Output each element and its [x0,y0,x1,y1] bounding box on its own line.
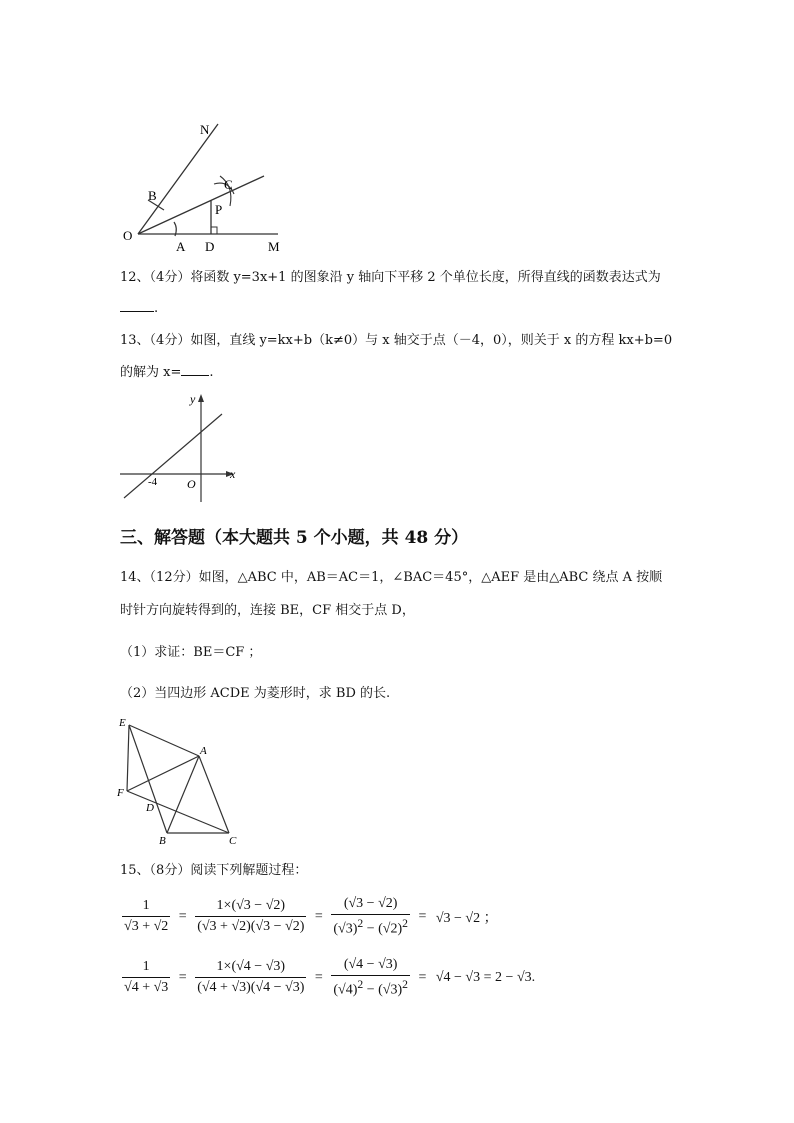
right-angle-mark [211,227,217,234]
segment-cf [127,791,229,833]
eq1-mid-rad-a: 3 [243,898,251,914]
eq2-lhs-num: 1 [142,959,150,975]
eq1-res-a: 3 [443,910,451,926]
eq2-third-num: (√4 − √3) [343,957,398,972]
ray-on [138,124,218,234]
question-12-end: . [154,301,159,316]
segment-ac [199,756,229,833]
label-y: y [190,392,196,406]
eq2-third-fraction [331,957,410,999]
eq2-lhs-rad-b: 3 [161,980,169,996]
label-b: B [148,188,157,203]
question-12-text: 12、（4分）将函数 y=3x+1 的图象沿 y 轴向下平移 2 个单位长度，所得直线的函数表达式为 [120,270,661,285]
eq2-final-rad: 3 [524,969,532,985]
function-line [124,414,222,498]
eq2-lhs-rad-a: 4 [131,980,139,996]
question-14-part1-text: （1）求证：BE＝CF ； [120,645,262,660]
eq1-third-den-a: 3 [345,921,353,937]
eq2-mid-rad-b: 3 [273,959,281,975]
eq1-third-den-b: 2 [390,921,398,937]
question-14-part1 [120,643,261,663]
eq2-den-rad-b2: 3 [292,980,300,996]
eq1-mid-rad-b: 2 [273,898,281,914]
figure-angle-bisector [118,118,298,258]
section-3-title [120,523,468,548]
eq2-tail: . [531,969,536,985]
eq1-third-num: (√3 − √2) [343,896,398,911]
equation-line-1: $\frac{1}{√3 + √2}$ = $\frac{1\times(√3 - √2)}{(√3 + √2)(√3 - √2)}$ = $\frac{(√3 - √2)}{(√3)^2 - (√2)^2}$ = √3 − √2 ； [124,896,498,937]
segment-fa [127,756,199,791]
question-13-text: 13、（4分）如图，直线 y=kx+b（k≠0）与 x 轴交于点（－4，0），则关于 x 的方程 kx+b=0 [120,333,673,348]
eq1-mid-prefix: 1×( [216,898,237,914]
segment-ea [129,725,199,756]
eq2-third-rad-b: 3 [385,957,393,972]
label-p: P [215,202,223,217]
eq1-third-den: $(√3)^2 - (√2)^2$ [331,914,410,938]
eq2-mid-rad-a: 4 [243,959,251,975]
label-c: C [224,177,233,192]
eq2-mid-prefix: 1×( [216,959,237,975]
question-15-intro [120,861,307,881]
eq2-den-rad-a2: 4 [263,980,271,996]
label-d: D [205,239,215,254]
segment-ef [127,725,129,791]
eq1-lhs-num: 1 [142,898,150,914]
label-origin: O [187,477,196,491]
eq2-result: √4 − √3 = 2 − √3. [435,969,536,985]
eq2-third-den-a: 4 [345,982,353,998]
equation-line-2: $\frac{1}{√4 + √3}$ = $\frac{1\times(√4 - √3)}{(√4 + √3)(√4 - √3)}$ = $\frac{(√4 - √3)}{(√4)^2 - (√3)^2}$ = √4 − √3 = 2 − √3. [124,957,536,998]
label-e: E [119,717,126,729]
eq1-den-rad-b2: 2 [292,919,300,935]
eq1-lhs-den: √3 + √2 [122,916,170,935]
figure-rotated-triangles [112,712,242,850]
question-14-text-2: 时针方向旋转得到的，连接 BE，CF 相交于点 D， [120,603,415,618]
eq2-res-b: 3 [473,969,481,985]
answer-blank-12[interactable] [120,299,154,312]
eq1-mid-den: (√3 + √2)(√3 − √2) [195,916,306,935]
eq2-final: 2 − [495,969,514,985]
eq1-den-rad-b1: 2 [239,919,247,935]
label-a: A [200,745,207,757]
question-14-part2-text: （2）当四边形 ACDE 为菱形时，求 BD 的长. [120,686,391,701]
eq1-tail: ； [483,910,498,926]
question-13-prefix: 的解为 x= [120,365,182,380]
figure-angle-bisector-svg [118,118,298,258]
question-13-line1 [120,331,672,351]
eq2-lhs-fraction [122,959,170,996]
question-14-part2 [120,684,390,704]
eq2-den-rad-b1: 3 [239,980,247,996]
label-a: A [176,239,186,254]
segment-ab [167,756,199,833]
figure-rotated-triangles-svg [112,712,242,850]
eq2-mid-num: 1×(√4 − √3) [216,959,286,975]
eq1-mid-num: 1×(√3 − √2) [216,898,286,914]
label-c: C [229,835,237,847]
section-3-title-text: 三、解答题（本大题共 5 个小题，共 48 分） [120,528,469,548]
eq1-mid-fraction [195,898,306,935]
eq1-third-rad-a: 3 [356,896,364,911]
eq2-den-rad-a1: 4 [209,980,217,996]
question-14-line1 [120,568,662,588]
eq1-third-fraction [331,896,410,938]
segment-be [129,725,167,833]
eq2-third-den: $(√4)^2 - (√3)^2$ [331,975,410,999]
y-axis-arrow [198,394,204,402]
eq2-third-rad-a: 4 [356,957,364,972]
label-d: D [146,802,154,814]
label-m: M [268,239,280,254]
figure-linear-graph [118,390,248,508]
question-13-end: . [209,365,214,380]
eq1-lhs-fraction [122,898,170,935]
label-n: N [200,122,210,137]
eq2-mid-fraction [195,959,306,996]
question-13-line2 [120,363,214,383]
label-o: O [123,228,133,243]
label-b: B [159,835,166,847]
eq1-den-rad-a1: 3 [209,919,217,935]
eq1-den-rad-a2: 3 [263,919,271,935]
label-minus-4: -4 [148,476,158,488]
label-f: F [117,787,124,799]
eq1-res-b: 2 [473,910,481,926]
question-12-line2 [120,299,158,319]
eq2-mid-den: (√4 + √3)(√4 − √3) [195,977,306,996]
question-14-text-1: 14、（12分）如图，△ABC 中，AB＝AC＝1，∠BAC＝45°，△AEF 是由△ABC 绕点 A 按顺 [120,570,663,585]
label-x: x [230,467,236,481]
eq2-third-den-b: 3 [390,982,398,998]
eq1-lhs-rad-b: 2 [161,919,169,935]
eq1-third-rad-b: 2 [385,896,393,911]
eq2-res-a: 4 [443,969,451,985]
question-14-line2 [120,601,415,621]
question-15-intro-text: 15、（8分）阅读下列解题过程： [120,863,308,878]
question-12-line1 [120,268,661,288]
answer-blank-13[interactable] [181,363,209,376]
eq2-lhs-den: √4 + √3 [122,977,170,996]
eq1-lhs-rad-a: 3 [131,919,139,935]
figure-linear-graph-svg [118,390,248,508]
eq1-result: √3 − √2 ； [435,910,498,926]
